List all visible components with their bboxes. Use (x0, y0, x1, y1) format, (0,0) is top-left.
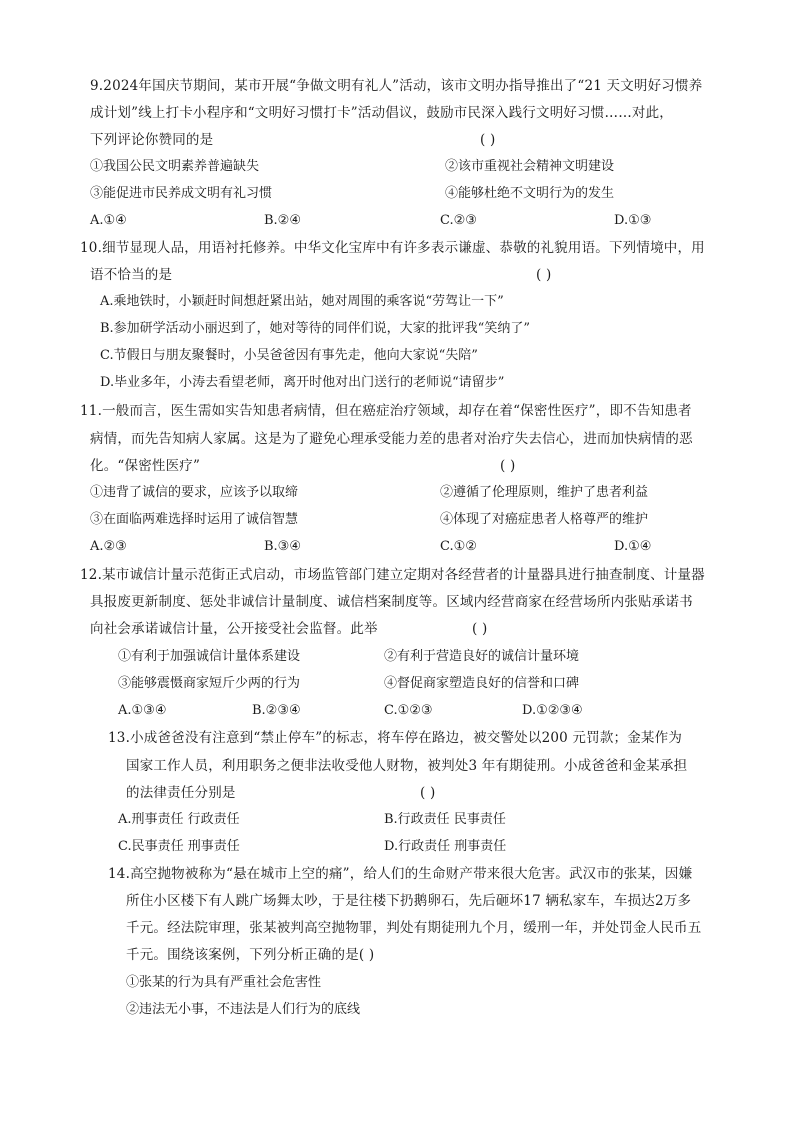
q13-choice-a: A.刑事责任 行政责任 (118, 812, 240, 827)
q12-line-1: 12.某市诚信计量示范街正式启动，市场监管部门建立定期对各经营者的计量器具进行抽查制度、计量器 (80, 567, 705, 583)
q12-statement-4: ④督促商家塑造良好的信誉和口碑 (384, 676, 580, 691)
q11-choice-b: B.③④ (264, 539, 301, 554)
q9-statement-2: ②该市重视社会精神文明建设 (445, 159, 615, 174)
q9-statement-4: ④能够杜绝不文明行为的发生 (445, 186, 615, 201)
q10-choice-c: C.节假日与朋友聚餐时，小吴爸爸因有事先走，他向大家说“失陪” (100, 348, 478, 363)
q13-line-2: 国家工作人员，利用职务之便非法收受他人财物，被判处3 年有期徒刑。小成爸爸和金某承担 (126, 758, 688, 774)
q10-choice-d: D.毕业多年，小涛去看望老师，离开时他对出门送行的老师说“请留步” (100, 375, 505, 390)
q9-line-1: 9.2024年国庆节期间，某市开展“争做文明有礼人”活动，该市文明办指导推出了“21 天文明好习惯养 (90, 78, 703, 94)
q10-choice-b: B.参加研学活动小丽迟到了，她对等待的同伴们说，大家的批评我“笑纳了” (100, 321, 530, 336)
q11-choice-c: C.①② (440, 539, 477, 554)
q13-choice-d: D.行政责任 刑事责任 (384, 839, 507, 854)
q12-choice-c: C.①②③ (384, 703, 433, 718)
q10-choice-a: A.乘地铁时，小颖赶时间想赶紧出站，她对周围的乘客说“劳驾让一下” (100, 294, 504, 309)
q11-statement-1: ①违背了诚信的要求，应该予以取缔 (90, 485, 299, 500)
q14-line-3: 千元。经法院审理，张某被判高空抛物罪，判处有期徒刑九个月，缓刑一年，并处罚金人民币五 (126, 920, 702, 936)
q9-line-2: 成计划”线上打卡小程序和“文明好习惯打卡”活动倡议，鼓励市民深入践行文明好习惯……对此， (90, 105, 674, 121)
q11-choice-a: A.②③ (90, 539, 127, 554)
q11-answer-paren: ( ) (500, 458, 516, 474)
q12-statement-1: ①有利于加强诚信计量体系建设 (118, 649, 301, 664)
q12-choice-a: A.①③④ (118, 703, 167, 718)
q9-answer-paren: ( ) (480, 132, 496, 148)
q13-line-3: 的法律责任分别是 (126, 785, 236, 801)
q12-choice-b: B.②③④ (252, 703, 301, 718)
q13-line-1: 13.小成爸爸没有注意到“禁止停车”的标志，将车停在路边，被交警处以200 元罚款；金某作为 (108, 730, 683, 746)
q12-line-3: 向社会承诺诚信计量，公开接受社会监督。此举 (90, 621, 378, 637)
q14-line-4: 千元。围绕该案例，下列分析正确的是( ) (126, 947, 375, 963)
q14-line-1: 14.高空抛物被称为“悬在城市上空的痛”，给人们的生命财产带来很大危害。武汉市的张某，因嫌 (108, 866, 693, 882)
q9-choice-c: C.②③ (440, 213, 477, 228)
q9-choice-b: B.②④ (264, 213, 301, 228)
q11-line-3: 化。“保密性医疗” (90, 458, 201, 474)
q12-statement-3: ③能够震慑商家短斤少两的行为 (118, 676, 301, 691)
q13-choice-c: C.民事责任 刑事责任 (118, 839, 240, 854)
q9-statement-3: ③能促进市民养成文明有礼习惯 (90, 186, 273, 201)
q12-answer-paren: ( ) (472, 621, 488, 637)
q11-line-1: 11.一般而言，医生需如实告知患者病情，但在癌症治疗领域，却存在着“保密性医疗”，即不告知患者 (80, 403, 692, 419)
q12-line-2: 具报废更新制度、惩处非诚信计量制度、诚信档案制度等。区域内经营商家在经营场所内张贴承诺书 (90, 594, 693, 610)
q11-statement-2: ②遵循了伦理原则，维护了患者利益 (440, 485, 649, 500)
q11-statement-4: ④体现了对癌症患者人格尊严的维护 (440, 512, 649, 527)
q14-statement-2: ②违法无小事，不违法是人们行为的底线 (126, 1002, 361, 1017)
q14-line-2: 所住小区楼下有人跳广场舞太吵，于是往楼下扔鹅卵石，先后砸坏17 辆私家车，车损达2万多 (126, 893, 692, 909)
q9-line-3: 下列评论你赞同的是 (90, 132, 214, 148)
q10-line-1: 10.细节显现人品，用语衬托修养。中华文化宝库中有许多表示谦虚、恭敬的礼貌用语。下列情境中，用 (80, 240, 705, 256)
q13-answer-paren: ( ) (420, 785, 436, 801)
q11-line-2: 病情，而先告知病人家属。这是为了避免心理承受能力差的患者对治疗失去信心，进而加快病情的恶 (90, 431, 693, 447)
q9-choice-d: D.①③ (614, 213, 652, 228)
q9-statement-1: ①我国公民文明素养普遍缺失 (90, 159, 260, 174)
q10-answer-paren: ( ) (536, 267, 552, 283)
q14-statement-1: ①张某的行为具有严重社会危害性 (126, 975, 322, 990)
q12-statement-2: ②有利于营造良好的诚信计量环境 (384, 649, 580, 664)
q11-statement-3: ③在面临两难选择时运用了诚信智慧 (90, 512, 299, 527)
q13-choice-b: B.行政责任 民事责任 (384, 812, 506, 827)
q10-line-2: 语不恰当的是 (90, 267, 173, 283)
q9-choice-a: A.①④ (90, 213, 127, 228)
q11-choice-d: D.①④ (614, 539, 652, 554)
q12-choice-d: D.①②③④ (522, 703, 583, 718)
